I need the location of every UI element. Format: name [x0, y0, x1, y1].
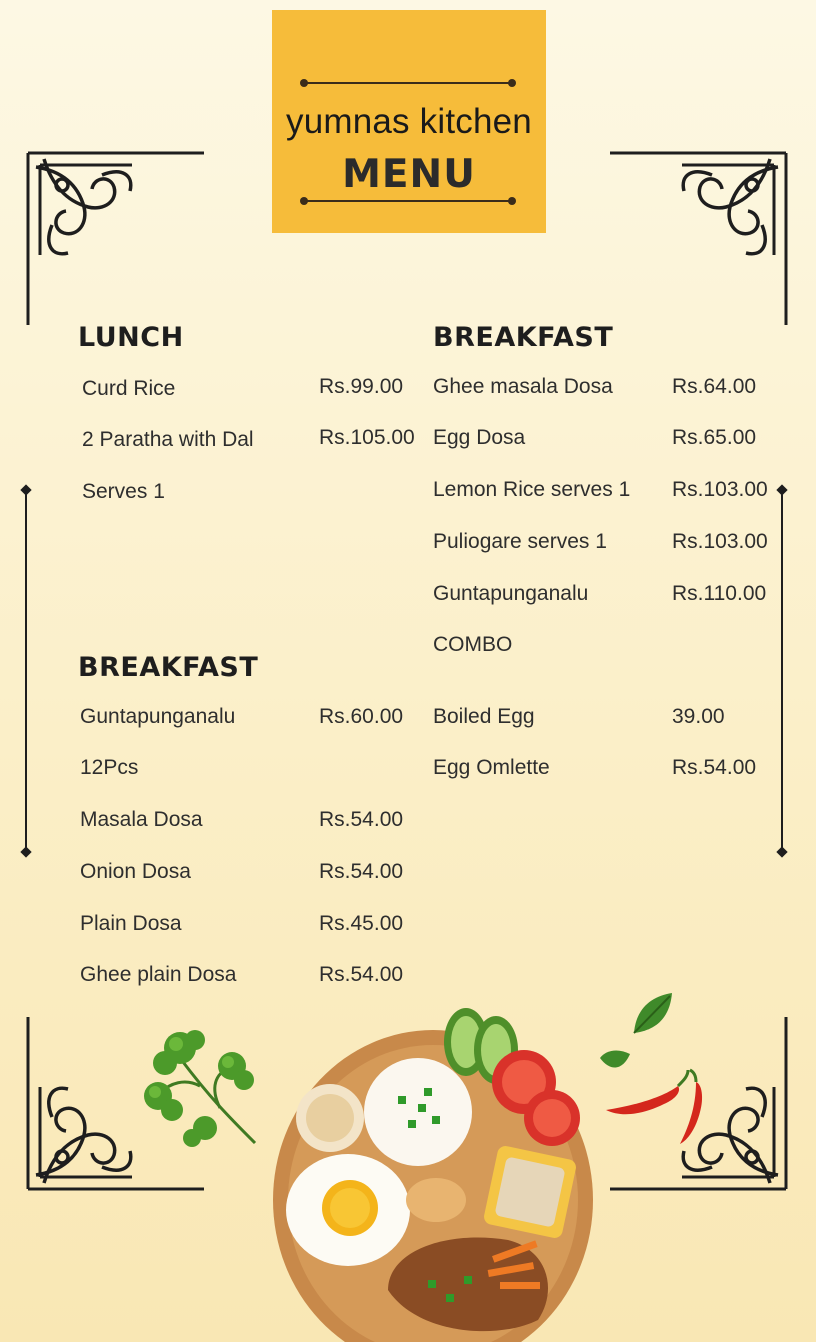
right-side-divider [781, 490, 783, 852]
breakfast-right-price: Rs.64.00 [672, 375, 757, 398]
title-box [272, 10, 546, 233]
breakfast-right-item: Egg Dosa [433, 426, 526, 449]
breakfast-right-price: 39.00 [672, 705, 725, 728]
breakfast-right-item: Egg Omlette [433, 756, 550, 779]
breakfast-right-price: Rs.110.00 [672, 582, 767, 605]
breakfast-left-item: Ghee plain Dosa [80, 963, 237, 986]
title-bottom-rule [302, 200, 514, 202]
lunch-item: Curd Rice [82, 377, 176, 400]
top-right-corner-ornament-icon [602, 145, 792, 330]
breakfast-left-price: Rs.54.00 [319, 808, 404, 831]
coriander-leaf-icon [140, 1018, 265, 1153]
lunch-item: 2 Paratha with Dal [82, 428, 254, 451]
chili-and-leaves-icon [592, 988, 712, 1148]
lunch-price: Rs.99.00 [319, 375, 404, 398]
breakfast-right-price: Rs.54.00 [672, 756, 757, 779]
breakfast-left-item: Plain Dosa [80, 912, 182, 935]
breakfast-right-price: Rs.103.00 [672, 478, 768, 501]
lunch-item: Serves 1 [82, 480, 165, 503]
breakfast-right-item: Boiled Egg [433, 705, 535, 728]
top-left-corner-ornament-icon [22, 145, 212, 330]
breakfast-right-item: Ghee masala Dosa [433, 375, 613, 398]
breakfast-right-item: COMBO [433, 633, 513, 656]
breakfast-right-heading: BREAKFAST [433, 322, 614, 353]
food-plate-illustration-icon [268, 1000, 598, 1342]
breakfast-right-price: Rs.65.00 [672, 426, 757, 449]
breakfast-right-item: Guntapunganalu [433, 582, 589, 605]
breakfast-left-item: Guntapunganalu [80, 705, 236, 728]
lunch-price: Rs.105.00 [319, 426, 415, 449]
breakfast-left-price: Rs.54.00 [319, 963, 404, 986]
menu-title: MENU [342, 152, 476, 197]
breakfast-right-price: Rs.103.00 [672, 530, 768, 553]
breakfast-left-item: 12Pcs [80, 756, 139, 779]
breakfast-left-price: Rs.54.00 [319, 860, 404, 883]
title-top-rule [302, 82, 514, 84]
left-side-divider [25, 490, 27, 852]
breakfast-left-heading: BREAKFAST [78, 652, 259, 683]
breakfast-left-item: Onion Dosa [80, 860, 191, 883]
breakfast-left-price: Rs.45.00 [319, 912, 404, 935]
breakfast-right-item: Lemon Rice serves 1 [433, 478, 631, 501]
breakfast-left-item: Masala Dosa [80, 808, 203, 831]
brand-name: yumnas kitchen [286, 102, 532, 141]
lunch-heading: LUNCH [78, 322, 184, 353]
breakfast-right-item: Puliogare serves 1 [433, 530, 607, 553]
breakfast-left-price: Rs.60.00 [319, 705, 404, 728]
